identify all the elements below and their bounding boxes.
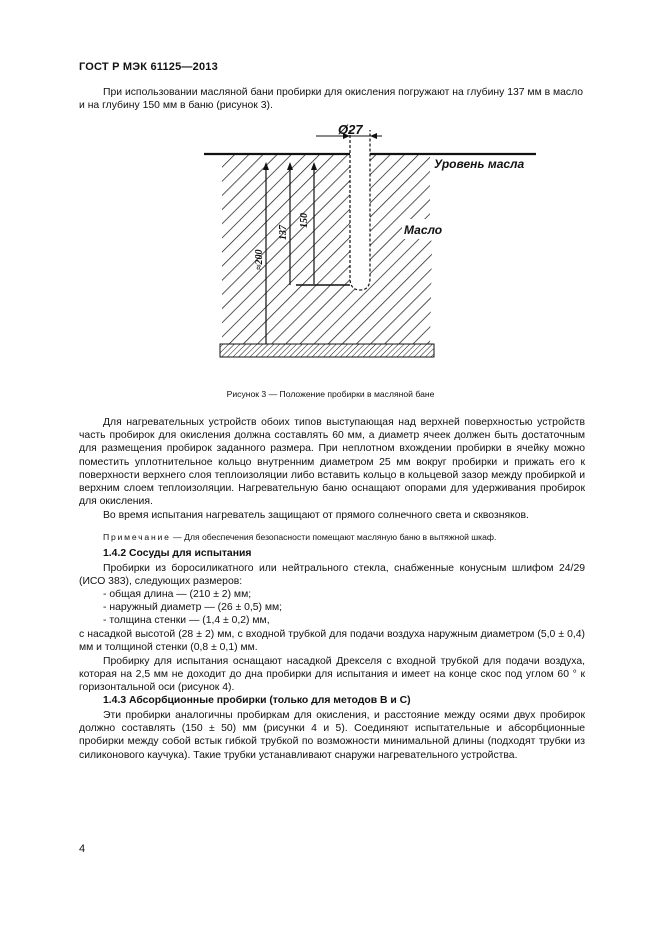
page-number: 4 [79,843,86,855]
document-header: ГОСТ Р МЭК 61125—2013 [79,61,218,73]
figure-caption: Рисунок 3 — Положение пробирки в масляной бане [226,389,435,399]
section-1-4-3-heading: 1.4.3 Абсорбционные пробирки (только для методов B и C) [103,695,411,706]
section-1-4-3-paragraph-1: Эти пробирки аналогичны пробиркам для окисления, и расстояние между осями двух пробирок должно составлять (150 ± 50) мм (рисунки 4 и 5). Соединяют испытательные и абсорбционные пробирки между собой встык гибкой трубкой по возможности минимальной длины (подходят трубки из силиконового каучука). Такие трубки устанавливают снаружи нагревательного устройства. [79,710,585,761]
note-label: Примечание [103,532,171,542]
body-paragraph-2: Во время испытания нагреватель защищают от прямого солнечного света и сквозняков. [103,510,529,521]
list-item: - толщина стенки — (1,4 ± 0,2) мм, [103,615,270,626]
bath-base [220,344,434,357]
diameter-label: Ø27 [338,122,363,137]
oil-hatching [222,154,432,344]
intro-paragraph [79,86,585,112]
list-item: - общая длина — (210 ± 2) мм; [103,589,252,600]
intro-line-2: и на глубину 150 мм в баню (рисунок 3). [79,100,273,112]
note-text: — Для обеспечения безопасности помещают масляную баню в вытяжной шкаф. [170,532,497,542]
oil-label: Масло [404,223,443,237]
diameter-arrow-right [370,133,377,139]
section-1-4-2-paragraph-3: Пробирку для испытания оснащают насадкой Дрекселя с входной трубкой для подачи воздуха, которая на 2,5 мм не доходит до дна пробирки для испытания и имеет на конце скос под углом 60 ° к горизонтальной оси (рисунок 4). [79,656,585,694]
section-1-4-2-paragraph-1: Пробирки из боросиликатного или нейтрального стекла, снабженные конусным шлифом 24/29 (ИСО 383), следующих размеров: [79,563,585,588]
dimension-200-label: ≈200 [254,249,265,270]
dimension-150-label: 150 [299,213,310,228]
oil-bath-figure [200,118,545,370]
test-tube-outline [350,130,370,290]
body-paragraph-1: Для нагревательных устройств обоих типов выступающая над верхней поверхностью устройств часть пробирок для окисления должна составлять 60 мм, а диаметр ячеек должен быть достаточным для размещения пробирок заданного размера. При неплотном вхождении пробирки в ячейку можно поместить уплотнительное кольцо внутренним диаметром 25 мм вокруг пробирки и прижать его к поверхности верхнего слоя теплоизоляции либо вставить кольцо в кольцевой зазор между пробиркой и верхним слоем теплоизоляции. Нагревательную баню оснащают опорами для удерживания пробирок для окисления. [79,417,585,508]
dimension-137-label: 137 [278,225,289,240]
section-1-4-2-paragraph-2: с насадкой высотой (28 ± 2) мм, с входной трубкой для подачи воздуха наружным диаметром (5,0 ± 0,4) мм и толщиной стенки (0,8 ± 0,1) мм. [79,629,585,654]
section-1-4-2-heading: 1.4.2 Сосуды для испытания [103,548,252,559]
oil-level-label: Уровень масла [434,157,525,171]
intro-line-1: При использовании масляной бани пробирки для окисления погружают на глубину 137 мм в масло [103,87,584,98]
list-item: - наружный диаметр — (26 ± 0,5) мм; [103,602,283,613]
safety-note [103,531,593,543]
